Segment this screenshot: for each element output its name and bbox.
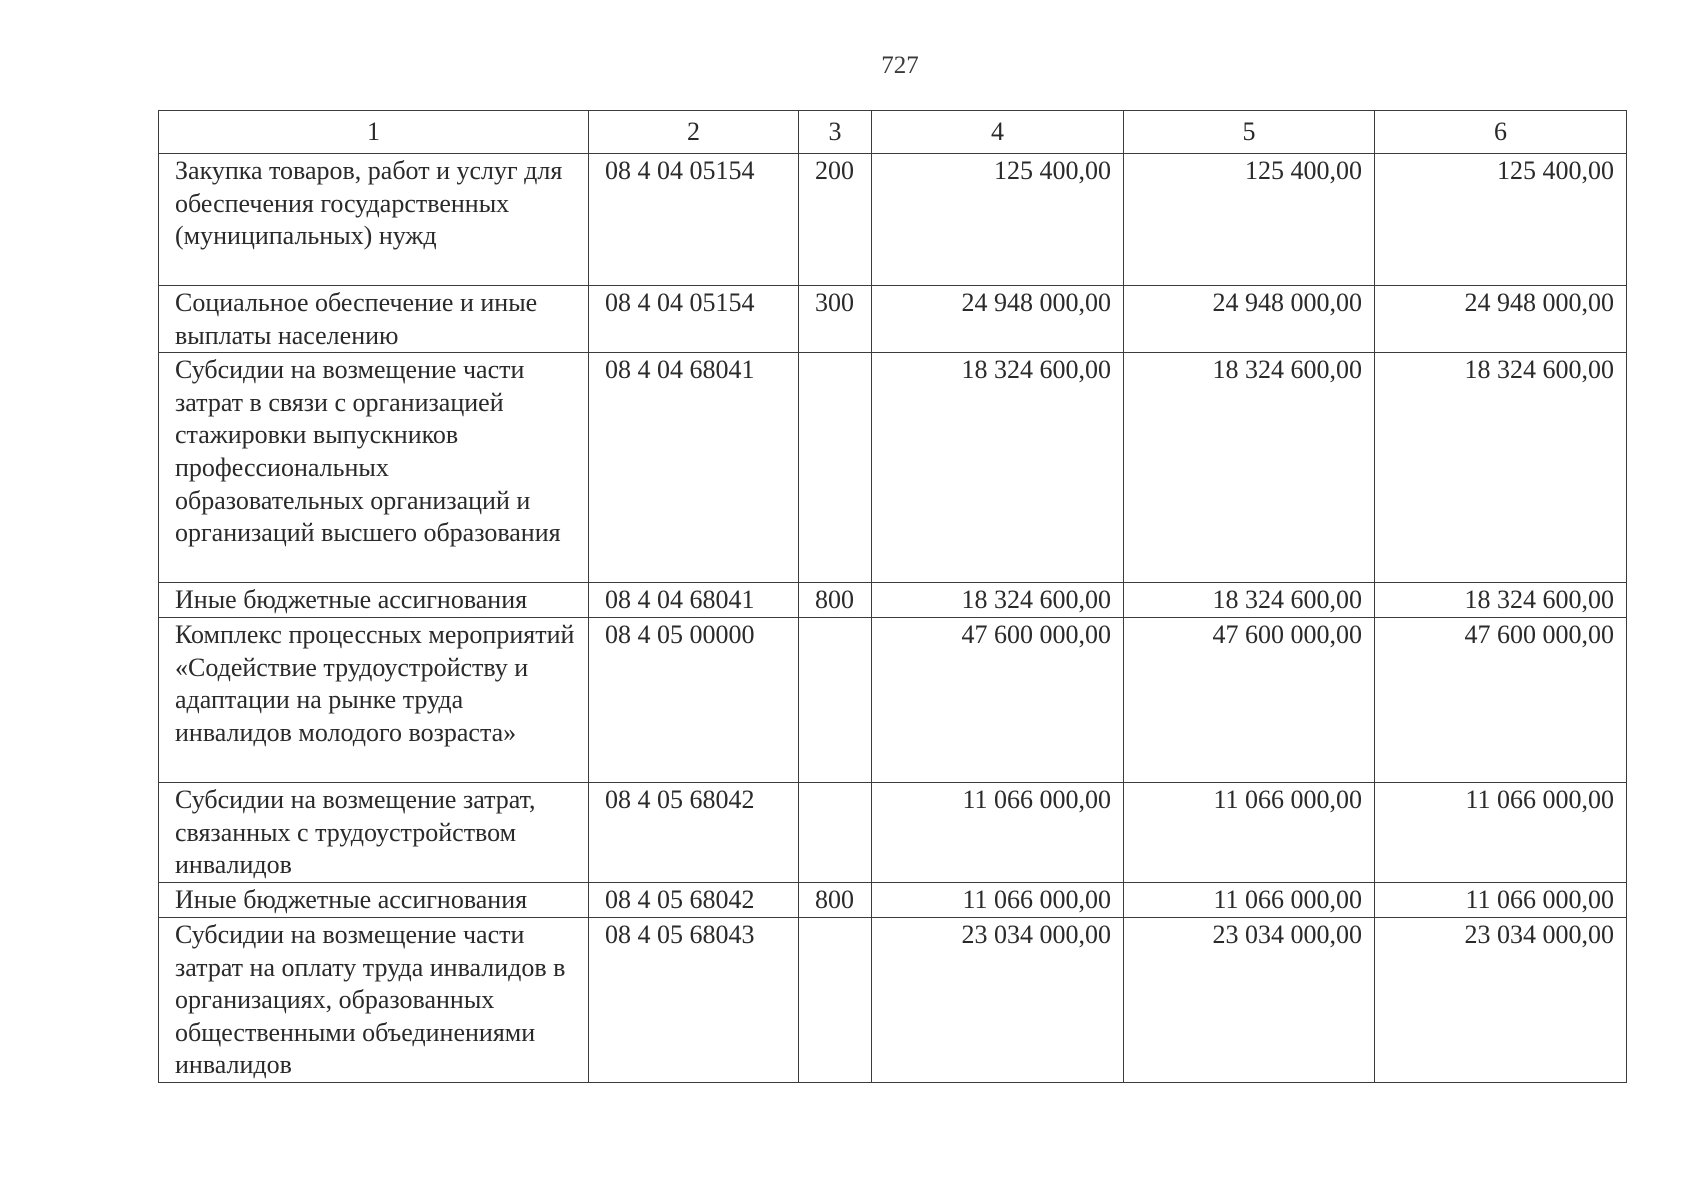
row-value-col5: 18 324 600,00 [1124, 353, 1375, 583]
page-number: 727 [881, 52, 919, 79]
row-expense-type: 200 [799, 154, 872, 286]
row-expense-type [799, 618, 872, 783]
row-value-col4: 24 948 000,00 [872, 286, 1124, 353]
table-row [159, 882, 1627, 917]
row-value-col6: 18 324 600,00 [1375, 353, 1627, 583]
row-value-col5: 24 948 000,00 [1124, 286, 1375, 353]
row-name: Субсидии на возмещение затрат, связанных с трудоустройством инвалидов [159, 783, 589, 883]
row-expense-type [799, 783, 872, 883]
column-header-2: 2 [589, 111, 799, 154]
row-name: Субсидии на возмещение части затрат на оплату труда инвалидов в организациях, образованных общественными объединениями инвалидов [159, 917, 589, 1082]
row-code: 08 4 05 68042 [589, 783, 799, 883]
row-code: 08 4 05 00000 [589, 618, 799, 783]
table-row [159, 783, 1627, 883]
table-row [159, 286, 1627, 353]
table-header-row [159, 111, 1627, 154]
row-value-col5: 11 066 000,00 [1124, 882, 1375, 917]
column-header-3: 3 [799, 111, 872, 154]
row-value-col5: 23 034 000,00 [1124, 917, 1375, 1082]
row-name: Комплекс процессных мероприятий «Содействие трудоустройству и адаптации на рынке труда инвалидов молодого возраста» [159, 618, 589, 783]
row-name: Иные бюджетные ассигнования [159, 882, 589, 917]
row-name: Иные бюджетные ассигнования [159, 583, 589, 618]
budget-table [158, 110, 1627, 1083]
table-row [159, 618, 1627, 783]
row-value-col4: 11 066 000,00 [872, 783, 1124, 883]
table-row [159, 154, 1627, 286]
row-name: Социальное обеспечение и иные выплаты населению [159, 286, 589, 353]
row-code: 08 4 04 05154 [589, 286, 799, 353]
row-value-col5: 125 400,00 [1124, 154, 1375, 286]
row-value-col6: 24 948 000,00 [1375, 286, 1627, 353]
column-header-5: 5 [1124, 111, 1375, 154]
row-value-col6: 125 400,00 [1375, 154, 1627, 286]
row-value-col5: 47 600 000,00 [1124, 618, 1375, 783]
row-value-col4: 23 034 000,00 [872, 917, 1124, 1082]
column-header-1: 1 [159, 111, 589, 154]
row-value-col4: 18 324 600,00 [872, 353, 1124, 583]
row-code: 08 4 04 68041 [589, 583, 799, 618]
table-row [159, 917, 1627, 1082]
row-value-col4: 11 066 000,00 [872, 882, 1124, 917]
row-value-col6: 47 600 000,00 [1375, 618, 1627, 783]
row-value-col4: 125 400,00 [872, 154, 1124, 286]
column-header-4: 4 [872, 111, 1124, 154]
table-row [159, 353, 1627, 583]
row-value-col4: 47 600 000,00 [872, 618, 1124, 783]
row-expense-type: 300 [799, 286, 872, 353]
row-value-col6: 11 066 000,00 [1375, 783, 1627, 883]
row-value-col4: 18 324 600,00 [872, 583, 1124, 618]
row-name: Субсидии на возмещение части затрат в связи с организацией стажировки выпускников профессиональных образовательных организаций и организаций высшего образования [159, 353, 589, 583]
row-expense-type: 800 [799, 583, 872, 618]
row-value-col5: 18 324 600,00 [1124, 583, 1375, 618]
table-row [159, 583, 1627, 618]
row-expense-type [799, 353, 872, 583]
row-name: Закупка товаров, работ и услуг для обеспечения государственных (муниципальных) нужд [159, 154, 589, 286]
row-code: 08 4 05 68043 [589, 917, 799, 1082]
row-value-col6: 23 034 000,00 [1375, 917, 1627, 1082]
row-value-col6: 18 324 600,00 [1375, 583, 1627, 618]
row-value-col6: 11 066 000,00 [1375, 882, 1627, 917]
column-header-6: 6 [1375, 111, 1627, 154]
row-expense-type [799, 917, 872, 1082]
row-code: 08 4 05 68042 [589, 882, 799, 917]
row-expense-type: 800 [799, 882, 872, 917]
row-value-col5: 11 066 000,00 [1124, 783, 1375, 883]
row-code: 08 4 04 68041 [589, 353, 799, 583]
row-code: 08 4 04 05154 [589, 154, 799, 286]
